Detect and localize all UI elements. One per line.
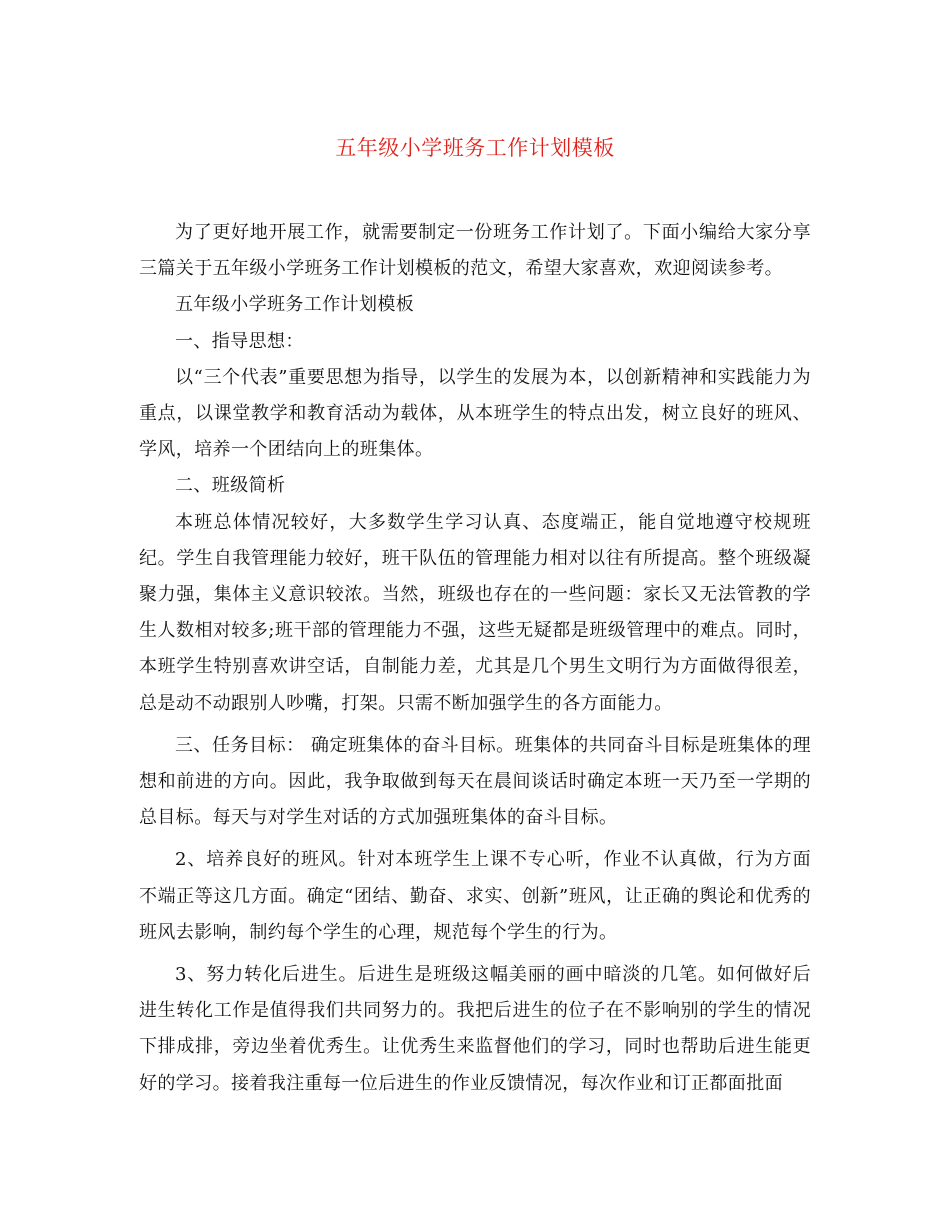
paragraph-heading-class-analysis: 二、班级简析 bbox=[175, 475, 286, 497]
paragraph-guiding-ideas: 以“三个代表”重要思想为指导，以学生的发展为本，以创新精神和实践能力为重点，以课堂教学和教育活动为载体，从本班学生的特点出发，树立良好的班风、学风，培养一个团结向上的班集体。 bbox=[139, 366, 811, 461]
document-body bbox=[139, 215, 811, 1102]
paragraph-class-spirit: 2、培养良好的班风。针对本班学生上课不专心听，作业不认真做，行为方面不端正等这几方面。确定“团结、勤奋、求实、创新”班风，让正确的舆论和优秀的班风去影响，制约每个学生的心理，规范每个学生的行为。 bbox=[139, 849, 811, 943]
paragraph-class-analysis: 本班总体情况较好，大多数学生学习认真、态度端正，能自觉地遵守校规班纪。学生自我管理能力较好，班干队伍的管理能力相对以往有所提高。整个班级凝聚力强，集体主义意识较浓。当然，班级也存在的一些问题：家长又无法管教的学生人数相对较多;班干部的管理能力不强，这些无疑都是班级管理中的难点。同时，本班学生特别喜欢讲空话，自制能力差，尤其是几个男生文明行为方面做得很差，总是动不动跟别人吵嘴，打架。只需不断加强学生的各方面能力。 bbox=[139, 511, 811, 714]
paragraph-intro: 为了更好地开展工作，就需要制定一份班务工作计划了。下面小编给大家分享三篇关于五年级小学班务工作计划模板的范文，希望大家喜欢，欢迎阅读参考。 bbox=[139, 222, 811, 280]
paragraph-underachievers: 3、努力转化后进生。后进生是班级这幅美丽的画中暗淡的几笔。如何做好后进生转化工作是值得我们共同努力的。我把后进生的位子在不影响别的学生的情况下排成排，旁边坐着优秀生。让优秀生来监督他们的学习，同时也帮助后进生能更好的学习。接着我注重每一位后进生的作业反馈情况，每次作业和订正都面批面 bbox=[139, 964, 811, 1094]
paragraph-task-goals: 三、任务目标： 确定班集体的奋斗目标。班集体的共同奋斗目标是班集体的理想和前进的方向。因此，我争取做到每天在晨间谈话时确定本班一天乃至一学期的总目标。每天与对学生对话的方式加强班集体的奋斗目标。 bbox=[139, 734, 811, 829]
paragraph-heading-guiding-ideas: 一、指导思想： bbox=[175, 330, 304, 352]
document-title: 五年级小学班务工作计划模板 bbox=[335, 136, 615, 160]
paragraph-subtitle: 五年级小学班务工作计划模板 bbox=[175, 294, 415, 316]
